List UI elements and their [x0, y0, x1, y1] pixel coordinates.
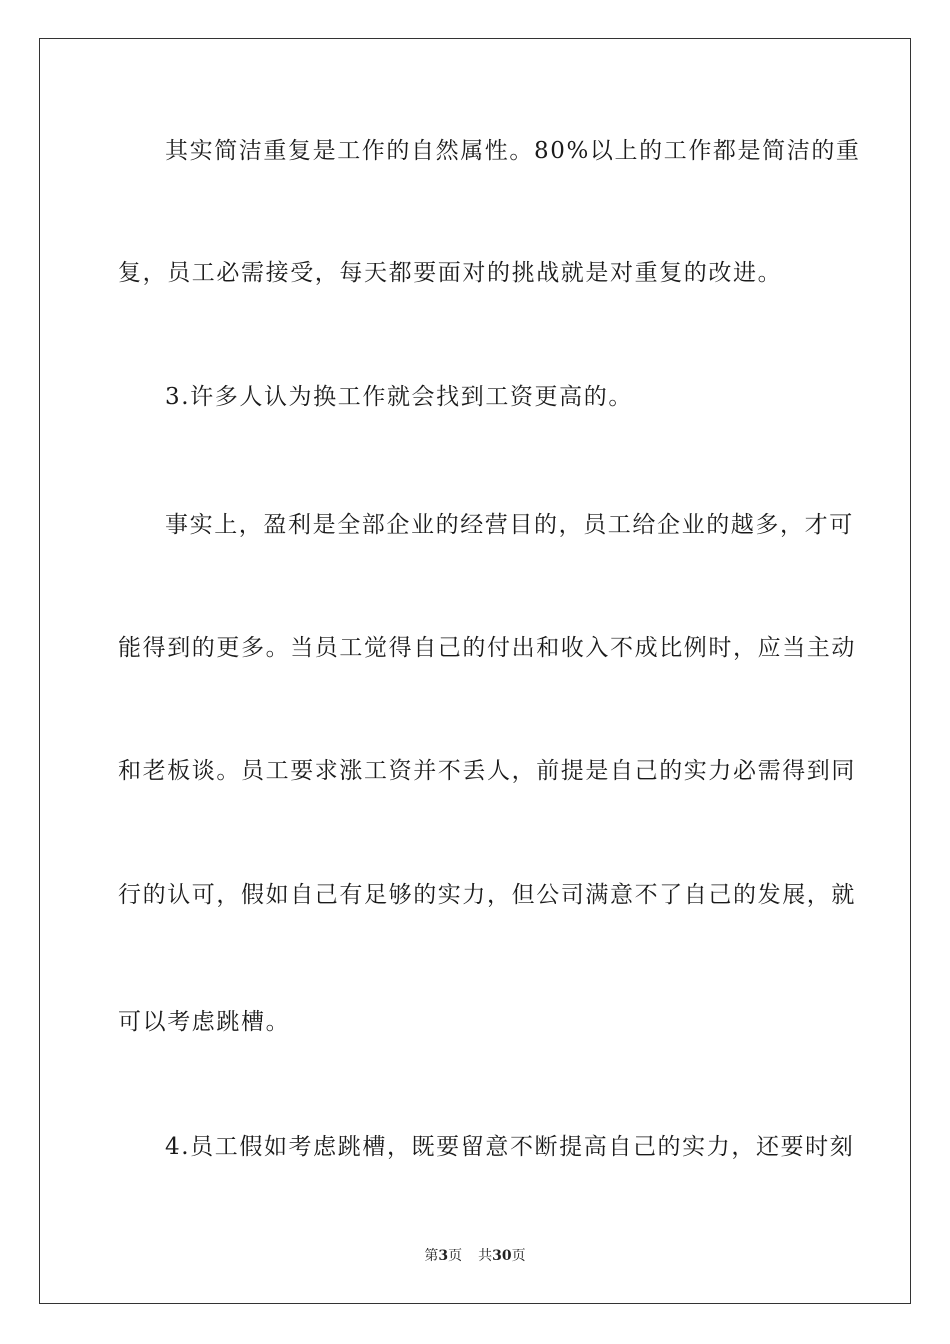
paragraph-line: 复，员工必需接受，每天都要面对的挑战就是对重复的改进。 — [118, 260, 783, 286]
paragraph-line: 可以考虑跳槽。 — [118, 1009, 291, 1035]
paragraph-line: 和老板谈。员工要求涨工资并不丢人，前提是自己的实力必需得到同 — [118, 758, 856, 784]
page-prefix: 第 — [424, 1248, 439, 1264]
paragraph-line: 事实上，盈利是全部企业的经营目的，员工给企业的越多，才可 — [165, 512, 854, 538]
paragraph-line: 能得到的更多。当员工觉得自己的付出和收入不成比例时，应当主动 — [118, 635, 856, 661]
paragraph-line: 其实简洁重复是工作的自然属性。80%以上的工作都是简洁的重 — [165, 138, 861, 164]
page-footer — [0, 1247, 950, 1265]
page-border — [39, 38, 911, 1304]
paragraph-line: 行的认可，假如自己有足够的实力，但公司满意不了自己的发展，就 — [118, 882, 856, 908]
paragraph-line: 4.员工假如考虑跳槽，既要留意不断提高自己的实力，还要时刻 — [165, 1134, 855, 1160]
total-pages: 30 — [492, 1248, 512, 1264]
total-suffix: 页 — [511, 1248, 526, 1264]
page-suffix: 页 — [448, 1248, 463, 1264]
paragraph-line: 3.许多人认为换工作就会找到工资更高的。 — [165, 384, 633, 410]
page-number: 3 — [438, 1248, 449, 1264]
total-prefix: 共 — [478, 1248, 493, 1264]
